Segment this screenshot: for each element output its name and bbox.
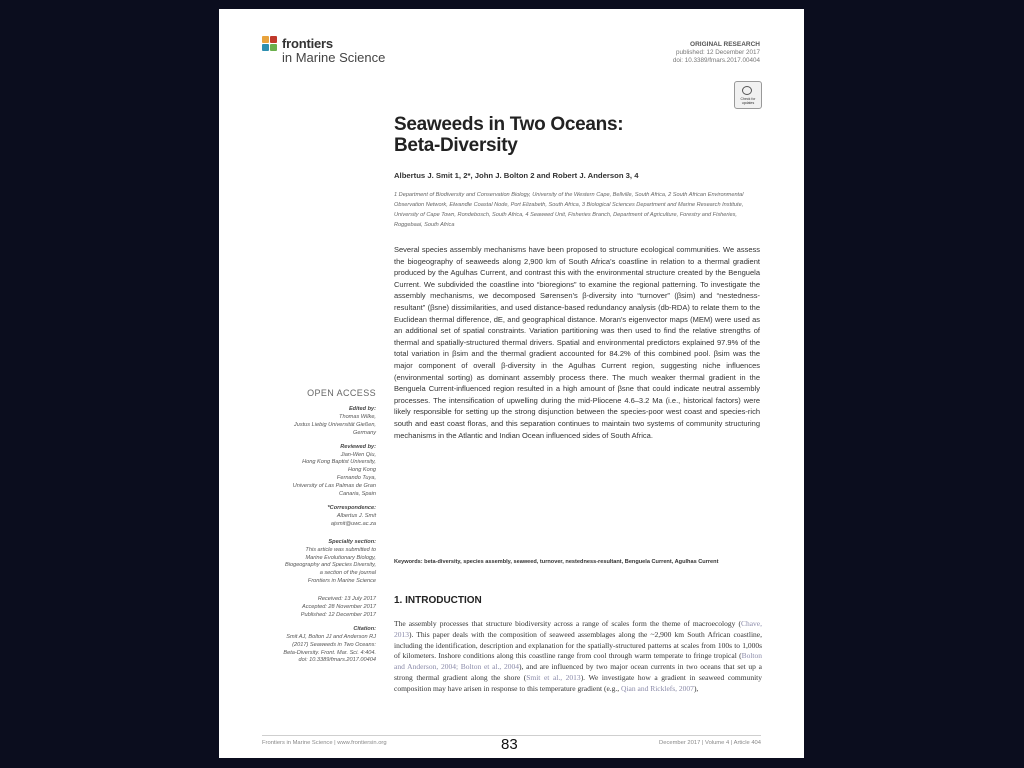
doi[interactable]: doi: 10.3389/fmars.2017.00404 [672, 57, 760, 64]
logo-journal-name: in Marine Science [282, 50, 386, 65]
article-meta [673, 41, 760, 65]
intro-paragraph: The assembly processes that structure biodiversity across a range of scales form the theme of macroecology (Chave, 2013). This paper deals with the composition of seaweed assemblages along the ~2,900 km South African coastline, including the identification, description and explanation for the spatially-structured patterns at scales from 100s to 1,000s of kilometers. Inshore conditions along this coastline range from cool through warm temperate to fringe tropical (Bolton and Anderson, 2004; Bolton et al., 2004), and are influenced by two major ocean currents in two oceans that set up a strong thermal gradient along the shore (Smit et al., 2013). We investigate how a gradient in seaweed community composition may have arisen in response to this temperature gradient (e.g., Qian and Ricklefs, 2007), [394, 619, 762, 693]
correspondence-heading: *Correspondence: [327, 504, 376, 511]
article-title [394, 114, 623, 156]
article-sidebar: OPEN ACCESS Edited by: Thomas Wilke, Justus Liebig Universität Gießen, Germany Reviewed by: Jian-Wen Qiu, Hong Kong Baptist University, Hong Kong Fernando Tuya, University of Las Palmas de Gran Canaria, Spain *Correspondence: Albertus J. Smit ajsmit@uwc.ac.za Specialty section: This article was submitted to Marine Evolutionary Biology, Biogeography and Species Diversity, a section of the journal Frontiers in Marine Science Received: 13 July 2017 Accepted: 28 November 2017 Published: 12 December 2017 Citation: Smit AJ, Bolton JJ and Anderson RJ (2017) Seaweeds in Two Oceans: Beta-Diversity. Front. Mar. Sci. 4:404. doi: 10.3389/fmars.2017.00404 [226, 387, 376, 665]
affiliations: 1 Department of Biodiversity and Conservation Biology, University of the Western Cape, Bellville, South Africa, 2 South African Environmental Observation Network, Elwandle Coastal Node, Port Elizabeth, South Africa, 3 Biological Sciences Department and Marine Research Institute, University of Cape Town, Rondebosch, South Africa, 4 Seaweed Unit, Fisheries Branch, Department of Agriculture, Forestry and Fisheries, Roggebaai, South Africa [394, 192, 744, 228]
authors: Albertus J. Smit 1, 2*, John J. Bolton 2 and Robert J. Anderson 3, 4 [394, 171, 639, 180]
citation-link[interactable]: Chave, 2013 [394, 619, 762, 639]
citation-heading: Citation: [353, 625, 376, 632]
check-updates-icon [742, 86, 752, 95]
citation-link[interactable]: Smit et al., 2013 [526, 672, 581, 682]
title-line-1: Seaweeds in Two Oceans: [394, 114, 624, 135]
open-access-label: OPEN ACCESS [307, 388, 376, 398]
citation-link[interactable]: Qian and Ricklefs, 2007 [621, 683, 694, 693]
received-date: Received: 13 July 2017 [317, 596, 376, 603]
title-line-2: Beta-Diversity [394, 135, 518, 156]
abstract: Several species assembly mechanisms have been proposed to structure ecological communities. We assess the biogeography of seaweeds along 2,900 km of South Africa’s coastline in relation to a thermal gradient produced by the Agulhas Current, and contrast this with the environmental structure created by the Benguela Current. We subdivided the coastline into “bioregions” to examine the regional patterning. To investigate the assembly mechanisms, we decomposed Sørensen’s β-diversity into “turnover” (βsim) and “nestedness-resultant” (βsne) dissimilarities, and used distance-based redundancy analysis (db-RDA) to relate them to the Euclidean thermal difference, dE, and geographical distance. Moran’s eigenvector maps (MEM) were used as an additional set of spatial constraints. Variation partitioning was then used to find the relative strengths of thermal and spatially-structured thermal drivers. Spatial and environmental predictors explained 97.9% of the total variation in βsim and the thermal gradient accounted for 84.2% of this combined pool. βsim was the major component of overall β-diversity in the Agulhas Current region, suggesting niche influences (environmental sorting) as dominant assembly process there. The much weaker thermal gradient in the Benguela Current-influenced region resulted in a high amount of βsne that could indicate neutral assembly processes. The intensification of upwelling during the mid-Pliocene 4.6–3.2 Ma (i.e., historical factors) were likely responsible for setting up the strong disjunction between the species-poor west coast and species-rich south and east coast floras, and this separation continues to maintain two systems of community structuring mechanisms in the Atlantic and Indian Ocean influenced sides of South Africa. [394, 245, 760, 440]
correspondence-email[interactable]: ajsmit@uwc.ac.za [330, 520, 376, 527]
specialty-heading: Specialty section: [328, 538, 376, 545]
section-heading: 1. INTRODUCTION [394, 595, 482, 606]
paper-page [219, 9, 804, 758]
published-date-side: Published: 12 December 2017 [300, 611, 376, 618]
logo-brand: frontiers [282, 36, 333, 51]
check-updates-button[interactable] [734, 81, 762, 109]
slide-number: 83 [501, 736, 518, 753]
published-date: published: 12 December 2017 [675, 49, 760, 56]
footer-journal[interactable]: Frontiers in Marine Science | www.frontiersin.org [262, 740, 387, 746]
edited-by-heading: Edited by: [348, 406, 376, 412]
reviewed-by-heading: Reviewed by: [340, 443, 376, 450]
accepted-date: Accepted: 28 November 2017 [301, 604, 376, 611]
article-type: ORIGINAL RESEARCH [690, 41, 760, 48]
footer-issue: December 2017 | Volume 4 | Article 404 [659, 740, 761, 746]
keywords: Keywords: beta-diversity, species assembly, seaweed, turnover, nestedness-resultant, Benguela Current, Agulhas Current [394, 559, 719, 565]
check-updates-label: Check for updates [740, 97, 756, 105]
citation-link[interactable]: Bolton and Anderson, 2004; Bolton et al., 2004 [394, 651, 762, 672]
frontiers-logo-icon [262, 36, 278, 52]
